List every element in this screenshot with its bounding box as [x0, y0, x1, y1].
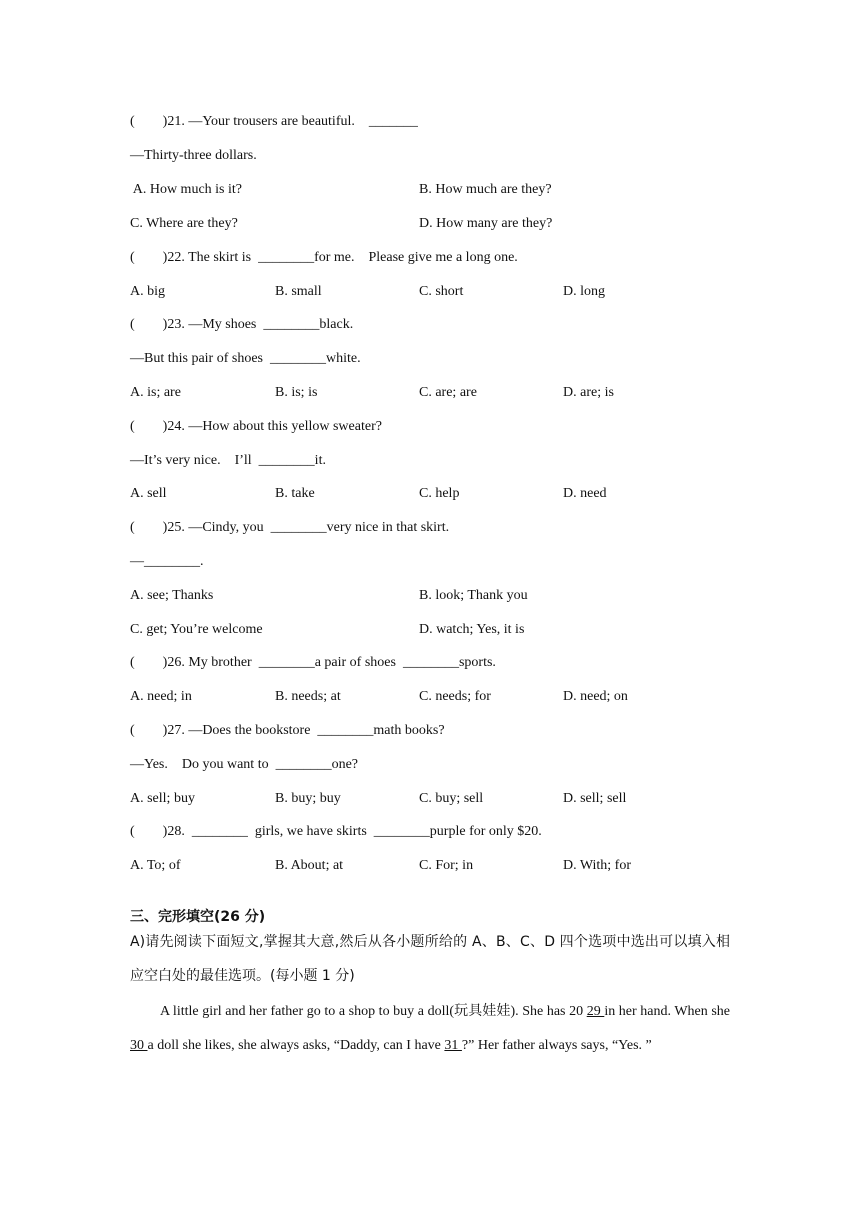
cloze-passage: A little girl and her father go to a shop to buy a doll(玩具娃娃). She has 20 29 in her hand. When she 30 a doll she likes, she always asks, “Daddy, can I have 31 ?” Her father always says, “Yes. ” — [130, 1004, 731, 1053]
q27-option-b: B. buy; buy — [275, 791, 341, 806]
q27-option-c: C. buy; sell — [419, 791, 484, 806]
q22-option-a: A. big — [130, 284, 165, 299]
q25-option-d: D. watch; Yes, it is — [419, 622, 525, 637]
question-23-answer-line: —But this pair of shoes ________white. — [130, 351, 361, 366]
q25-option-c: C. get; You’re welcome — [130, 622, 263, 637]
q23-option-a: A. is; are — [130, 385, 181, 400]
blank-31: 31 — [444, 1038, 462, 1053]
q27-option-a: A. sell; buy — [130, 791, 195, 806]
q21-option-a: A. How much is it? — [130, 182, 242, 197]
q22-option-c: C. short — [419, 284, 464, 299]
q24-option-a: A. sell — [130, 486, 167, 501]
q24-option-d: D. need — [563, 486, 607, 501]
q22-option-d: D. long — [563, 284, 605, 299]
q28-option-a: A. To; of — [130, 858, 181, 873]
section-instruction: A)请先阅读下面短文,掌握其大意,然后从各小题所给的 A、B、C、D 四个选项中选出可以填入相应空白处的最佳选项。(每小题 1 分) — [130, 934, 730, 984]
q25-option-b: B. look; Thank you — [419, 588, 528, 603]
question-21-answer-line: —Thirty-three dollars. — [130, 148, 257, 163]
q24-option-b: B. take — [275, 486, 315, 501]
q25-option-a: A. see; Thanks — [130, 588, 214, 603]
question-27-answer-line: —Yes. Do you want to ________one? — [130, 757, 359, 772]
section-title: 三、完形填空(26 分) — [130, 909, 266, 925]
question-23-stem: ( )23. —My shoes ________black. — [130, 317, 354, 332]
question-28-stem: ( )28. ________ girls, we have skirts ________purple for only $20. — [130, 824, 542, 839]
question-25-stem: ( )25. —Cindy, you ________very nice in that skirt. — [130, 520, 450, 535]
q27-option-d: D. sell; sell — [563, 791, 627, 806]
q22-option-b: B. small — [275, 284, 322, 299]
blank-30: 30 — [130, 1038, 148, 1053]
q28-option-c: C. For; in — [419, 858, 474, 873]
question-24-answer-line: —It’s very nice. I’ll ________it. — [130, 453, 326, 468]
q28-option-d: D. With; for — [563, 858, 632, 873]
q26-option-a: A. need; in — [130, 689, 192, 704]
q21-option-c: C. Where are they? — [130, 216, 238, 231]
question-25-answer-line: —________. — [130, 554, 204, 569]
q23-option-c: C. are; are — [419, 385, 477, 400]
question-27-stem: ( )27. —Does the bookstore ________math books? — [130, 723, 445, 738]
q23-option-b: B. is; is — [275, 385, 318, 400]
q23-option-d: D. are; is — [563, 385, 614, 400]
q26-option-b: B. needs; at — [275, 689, 341, 704]
blank-29: 29 — [586, 1004, 605, 1019]
question-26-stem: ( )26. My brother ________a pair of shoes ________sports. — [130, 655, 496, 670]
question-22-stem: ( )22. The skirt is ________for me. Please give me a long one. — [130, 250, 518, 265]
q21-option-b: B. How much are they? — [419, 182, 552, 197]
question-24-stem: ( )24. —How about this yellow sweater? — [130, 419, 382, 434]
q26-option-c: C. needs; for — [419, 689, 491, 704]
q28-option-b: B. About; at — [275, 858, 344, 873]
q26-option-d: D. need; on — [563, 689, 628, 704]
q21-option-d: D. How many are they? — [419, 216, 553, 231]
q24-option-c: C. help — [419, 486, 460, 501]
question-21-stem: ( )21. —Your trousers are beautiful. _______ — [130, 114, 418, 129]
